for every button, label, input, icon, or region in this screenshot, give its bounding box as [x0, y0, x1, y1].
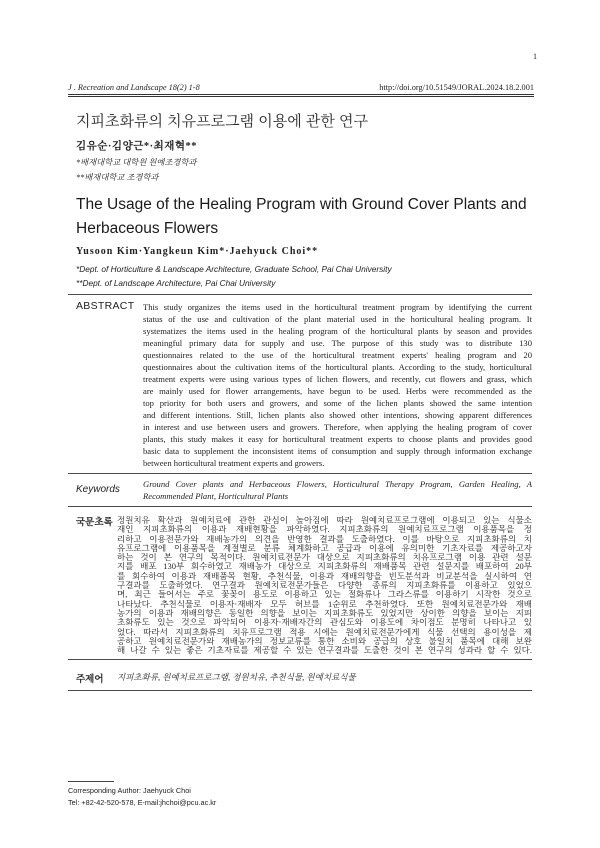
section-rule — [68, 659, 532, 660]
abstract-body — [143, 301, 532, 469]
abstract-line: meaningful primary data for supply and use. The purpose of this study was to distribute 130 — [143, 338, 532, 348]
english-affiliation: **Dept. of Landscape Architecture, Pai Chai University — [76, 278, 276, 288]
section-rule — [68, 690, 532, 691]
korean-keywords: 지피초화류, 원예치료프로그램, 정원치유, 추천식물, 원예치료식물 — [117, 672, 356, 682]
abstract-line: treatment experts were using various types of lichen flowers, and recently, cut flowers and grass, which — [143, 374, 532, 384]
abstract-line: This study organizes the items used in the horticultural treatment program by identifying the current — [143, 302, 532, 312]
korean-abstract-line: 재인 지피초화류의 이용과 재배현황을 파악하였다. 지피초화류의 원예치료프로그램 이용품목을 정 — [117, 525, 532, 535]
korean-abstract-line: 나타났다. 추천식물로 이용자·재배자 모두 허브를 1순위로 추천하였다. 또한 원예치료전문가와 재배 — [117, 599, 532, 609]
section-rule — [68, 473, 532, 474]
english-title — [76, 193, 534, 241]
korean-abstract-line: 지를 배포 130부 회수하였고 재배농가 대상으로 지피초화류의 재배품목 관련 설문지를 배포하여 20부 — [117, 562, 532, 572]
abstract-line: plants, this study makes it easy for horticultural treatment experts to choose plants and provides good — [143, 434, 532, 444]
korean-abstract-body — [117, 516, 532, 655]
journal-citation: J . Recreation and Landscape 18(2) 1-8 — [68, 83, 200, 92]
korean-abstract-line: 정원치유 확산과 원예치료에 관한 관심이 높아짐에 따라 원예치료프로그램에 이용되고 있는 식물소 — [117, 516, 532, 525]
korean-abstract-line: 해 나갈 수 있는 좋은 기초자료를 제공할 수 있는 연구결과를 도출한 것이 본 연구의 성과라 할 수 있다. — [117, 646, 532, 656]
abstract-line: top priority for both users and growers, and some of the lichen plants showed the same intention — [143, 398, 532, 408]
korean-abstract-line: 었다. 따라서 지피초화류의 치유프로그램 적용 시에는 원예치료전문가에게 식물 선택의 용이성을 제 — [117, 627, 532, 637]
korean-abstract-line: 초화류도 있는 것으로 파악되어 이용자·재배자간의 관심도와 이용도에 차이점도 분명히 나타나고 있 — [117, 618, 532, 628]
doi-link[interactable]: http://doi.org/10.51549/JORAL.2024.18.2.001 — [379, 83, 534, 92]
english-authors: Yusoon Kim·Yangkeun Kim*·Jaehyuck Choi** — [76, 246, 319, 257]
section-rule — [68, 294, 532, 295]
keywords-line: Ground Cover plants and Herbaceous Flowers, Horticultural Therapy Program, Garden Healing, A — [143, 479, 532, 489]
korean-abstract-line: 유프로그램에 이용품목을 계절별로 분류 체계화하고 공급과 이용에 유의미한 기초자료를 제공하고자 — [117, 543, 532, 553]
korean-affiliations — [76, 155, 197, 185]
english-title-line: Herbaceous Flowers — [76, 220, 219, 237]
korean-keywords-label: 주제어 — [76, 674, 104, 685]
korean-title: 지피초화류의 치유프로그램 이용에 관한 연구 — [76, 113, 368, 130]
keywords-line: Recommended Plant, Horticultural Plants — [143, 490, 289, 501]
abstract-line: questionnaires about the cultivation items of the horticultural plants. According to the study, horticultural — [143, 362, 532, 372]
section-rule — [68, 506, 532, 507]
korean-abstract-line: 공하고 원예치료전문가와 재배농가의 정보교류를 통한 소비와 공급의 상호 불일치 품목에 대해 보완 — [117, 636, 532, 646]
footnote-rule — [68, 781, 114, 782]
footnote — [68, 785, 216, 809]
english-affiliations — [76, 262, 392, 290]
korean-abstract-label: 국문초록 — [76, 517, 113, 528]
korean-abstract-line: 농가의 이용과 재배의향은 동일한 의향을 보이는 지피초화류도 있었지만 상이한 의향을 보이는 지피 — [117, 608, 532, 618]
korean-affiliation: *배재대학교 대학원 원예조경학과 — [76, 158, 197, 167]
korean-abstract-line: 하는 것이 본 연구의 목적이다. 원예치료전문가 대상으로 지피초화류의 치유프로그램 이용 관련 설문 — [117, 553, 532, 563]
page-number: 1 — [533, 52, 537, 61]
author-contact: Tel: +82-42-520-578, E-mail:jhchoi@pcu.ac.kr — [68, 798, 217, 807]
abstract-line: systematizes the items used in the healing program of the horticultural plants by season and provides — [143, 326, 532, 336]
corresponding-author: Corresponding Author: Jaehyuck Choi — [68, 786, 191, 795]
korean-authors: 김유순·김양근*·최재혁** — [76, 141, 198, 152]
abstract-line: in interest and use between users and growers. Therefore, when applying the healing program of cover — [143, 422, 532, 432]
korean-abstract-line: 를 회수하여 이용과 재배품목 현황, 추천식물, 이용과 재배의향을 빈도분석과 비교분석을 실시하여 연 — [117, 571, 532, 581]
korean-abstract-line: 며, 최근 들어서는 주로 꽃꽂이 용도로 이용하고 있는 절화류나 그라스류를 이용하기 시작한 것으로 — [117, 590, 532, 600]
abstract-label: ABSTRACT — [76, 300, 135, 312]
korean-abstract-line: 리하고 이용전문가와 재배농가의 의견을 반영한 결과를 도출하였다. 이를 바탕으로 지피초화류의 치 — [117, 534, 532, 544]
english-title-line: The Usage of the Healing Program with Ground Cover Plants and — [76, 196, 527, 213]
abstract-line: and different intentions. Still, lichen plants also showed other intentions, showing apparent differences — [143, 410, 532, 420]
keywords-body — [143, 479, 532, 502]
abstract-line: basic data to supplement the inconsistent items of consumption and supply through information exchange — [143, 446, 532, 456]
abstract-line: are mainly used for flower arrangements, have begun to be used. Herbs were recommended as the — [143, 386, 532, 396]
korean-abstract-line: 구결과를 도출하였다. 연구결과 원예치료전문가들은 다양한 종류의 지피초화류를 이용하고 있었으 — [117, 581, 532, 591]
abstract-line: between horticultural treatment experts and growers. — [143, 458, 325, 468]
korean-affiliation: **배재대학교 조경학과 — [76, 173, 159, 182]
abstract-line: status of the use and cultivation of the plant material used in the horticultural healing program. It — [143, 314, 532, 324]
abstract-line: questionnaires related to the use of the horticultural treatment experts' healing program and 20 — [143, 350, 532, 360]
english-affiliation: *Dept. of Horticulture & Landscape Architecture, Graduate School, Pai Chai University — [76, 264, 392, 274]
header-rule — [68, 94, 534, 97]
keywords-label: Keywords — [76, 484, 120, 495]
